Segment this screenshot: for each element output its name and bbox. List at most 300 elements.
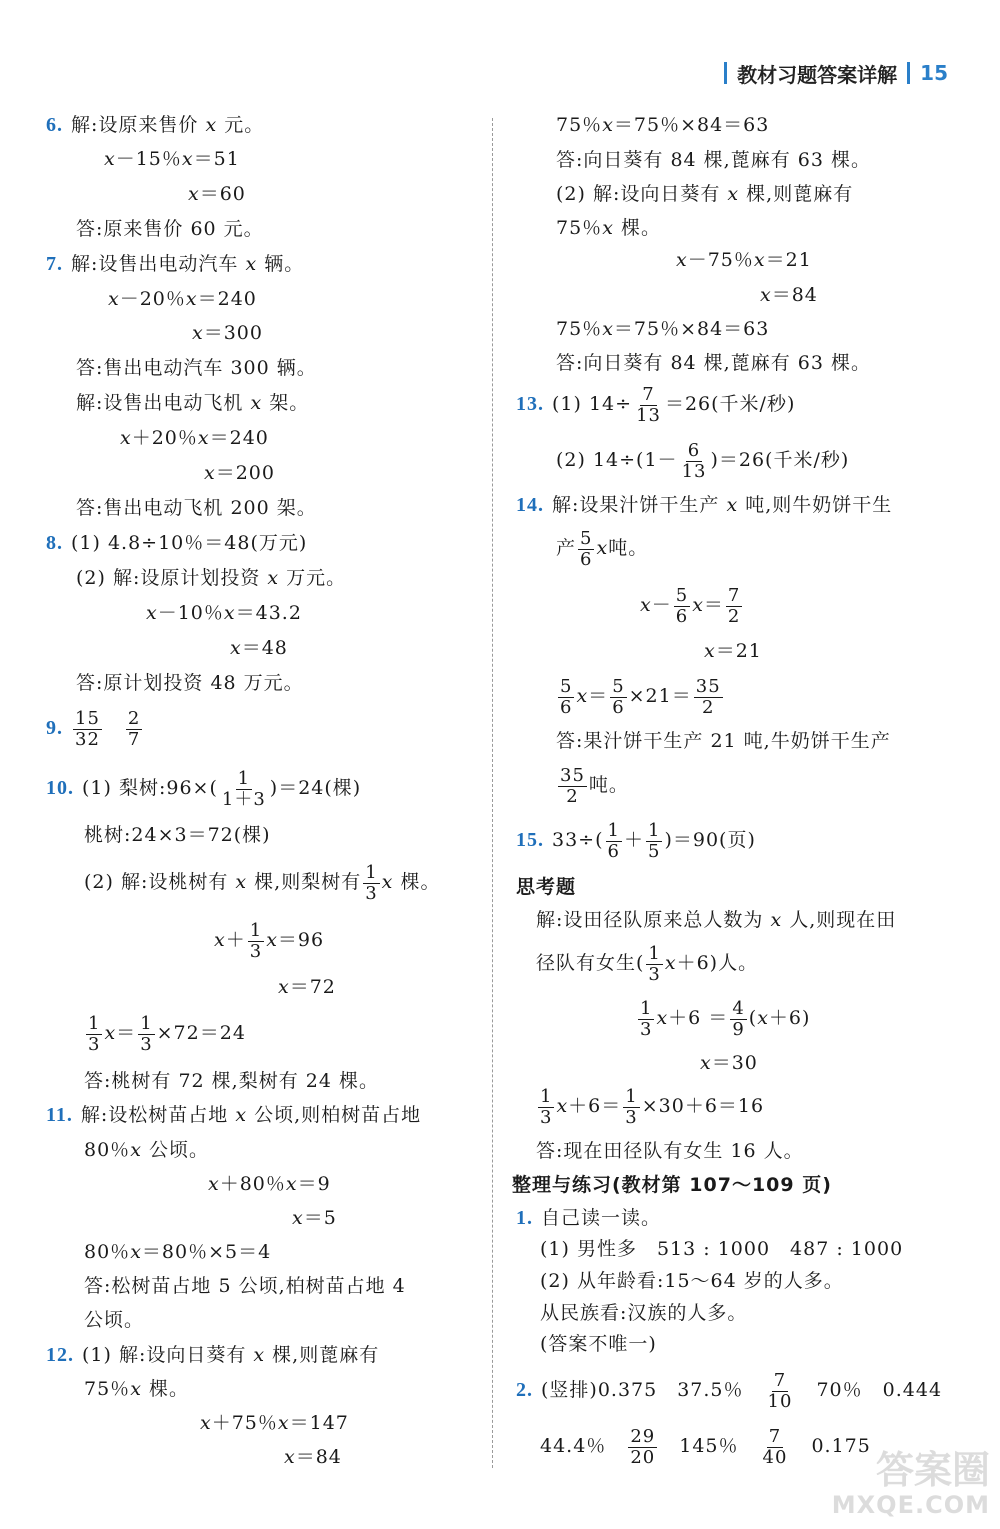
fraction — [86, 1014, 102, 1055]
text: ＝84 — [771, 284, 818, 306]
var-x: x — [726, 494, 739, 516]
numerator: 1 — [88, 1012, 101, 1034]
var-x: x — [250, 392, 263, 414]
var-x: x — [727, 183, 740, 205]
text: ＝200 — [215, 462, 275, 484]
text: )＝26(千米/秒) — [710, 449, 850, 471]
text: ＋6)人。 — [676, 952, 759, 974]
numerator: 1 — [625, 1085, 638, 1107]
var-x: x — [266, 929, 278, 951]
text: 元。 — [224, 114, 265, 136]
text: 80％ — [84, 1241, 131, 1263]
var-x: x — [108, 288, 120, 310]
denominator: 6 — [675, 605, 689, 627]
text: ＝240 — [197, 288, 257, 310]
fraction — [628, 1427, 657, 1468]
text: (1) 4.8÷10％＝48(万元) — [71, 532, 308, 554]
numerator: 1 — [365, 861, 378, 883]
text: 0.175 — [811, 1435, 871, 1457]
q15-line — [516, 820, 756, 862]
fraction — [73, 709, 102, 750]
review-q1-number: 1. — [516, 1207, 533, 1229]
q10-eq2 — [278, 974, 336, 1000]
numerator: 15 — [75, 707, 100, 729]
q7-number: 7. — [46, 253, 63, 275]
q6-eq2 — [188, 181, 246, 207]
q6-eq1 — [104, 146, 240, 172]
text: 吨,则牛奶饼干生 — [745, 494, 893, 516]
q12-eq1 — [200, 1410, 349, 1436]
text: 33÷( — [552, 829, 604, 851]
text: ＝80％×5＝4 — [141, 1241, 272, 1263]
q14-answer2 — [556, 765, 629, 807]
numerator: 1 — [647, 819, 661, 841]
text: (1) 梨树:96×( — [82, 777, 218, 799]
q12-line1 — [46, 1342, 379, 1368]
q12-part2 — [556, 181, 853, 207]
numerator: 1 — [249, 919, 263, 941]
var-x: x — [704, 640, 716, 662]
text: 70％ 0.444 — [816, 1379, 943, 1401]
text: ＝48 — [241, 637, 288, 659]
var-x: x — [197, 427, 210, 449]
q13-line2 — [556, 440, 849, 482]
text: ＋ — [623, 829, 644, 851]
text: －20％ — [119, 288, 186, 310]
text: 解:设售出电动汽车 — [71, 253, 239, 275]
text: ＝5 — [303, 1207, 337, 1229]
review-q1-a: (1) 男性多 513 : 1000 487 : 1000 — [540, 1238, 904, 1260]
q10-eq1: x＋ $\frac{1}{3}$ x＝96 — [214, 919, 325, 962]
numerator: 1 — [640, 997, 653, 1019]
q12-eq6 — [556, 316, 769, 342]
var-x: x — [277, 1412, 290, 1434]
fraction — [730, 999, 746, 1040]
q14-eq3 — [556, 676, 725, 718]
denominator: 2 — [701, 696, 715, 718]
q11-eq1 — [208, 1171, 331, 1197]
text: ＝ — [703, 594, 724, 616]
q7-line — [46, 251, 304, 277]
q8-line1 — [46, 530, 307, 556]
text: 75％ — [84, 1378, 131, 1400]
text: 解:设果汁饼干生产 — [552, 494, 720, 516]
text: ＝ — [588, 685, 609, 707]
text: ＋20％ — [131, 427, 198, 449]
text: ＝30 — [711, 1052, 758, 1074]
fraction — [646, 821, 662, 862]
q11-eq2 — [292, 1205, 337, 1231]
text: ＋80％ — [219, 1173, 286, 1195]
q8-answer: 答:原计划投资 48 万元。 — [76, 672, 304, 694]
text: 吨。 — [588, 774, 629, 796]
fraction — [248, 921, 264, 962]
q11-line2 — [84, 1137, 209, 1163]
numerator: 6 — [687, 439, 701, 461]
text: ＋6＝ — [568, 1095, 622, 1117]
var-x: x — [208, 1173, 220, 1195]
numerator: 1 — [140, 1012, 153, 1034]
denominator: 13 — [636, 404, 661, 426]
var-x: x — [664, 952, 677, 974]
page-number: 15 — [920, 61, 948, 85]
denominator: 6 — [607, 840, 620, 862]
denominator: 3 — [625, 1106, 638, 1128]
var-x: x — [230, 637, 242, 659]
watermark-logo — [820, 1449, 990, 1523]
text: ×30＋6＝16 — [641, 1095, 765, 1117]
text: 棵。 — [148, 1378, 189, 1400]
header-bar-left — [724, 62, 727, 84]
var-x: x — [770, 909, 783, 931]
fraction — [766, 1371, 795, 1412]
denominator: 3 — [540, 1106, 553, 1128]
var-x: x — [130, 1139, 142, 1161]
q8-eq1 — [146, 600, 302, 626]
numerator: 29 — [630, 1425, 656, 1447]
fraction — [610, 677, 626, 718]
denominator: 6 — [612, 696, 625, 718]
text: 棵,则梨树有 — [254, 871, 362, 893]
q10-eq3 — [84, 1013, 246, 1055]
text: 75％ — [556, 217, 603, 239]
q13-number: 13. — [516, 393, 544, 415]
q15-number: 15. — [516, 829, 544, 851]
page-header — [724, 60, 948, 86]
q7-eq1 — [108, 286, 257, 312]
denominator: 3 — [648, 963, 661, 985]
review-q1 — [516, 1205, 661, 1231]
denominator: 3 — [88, 1033, 101, 1055]
numerator: 1 — [237, 767, 251, 789]
q14-eq1 — [640, 585, 744, 627]
var-x: x — [235, 871, 248, 893]
fraction — [558, 766, 587, 807]
var-x: x — [700, 1052, 712, 1074]
q8-number: 8. — [46, 532, 63, 554]
text: 公顷,则柏树苗占地 — [254, 1104, 422, 1126]
fraction — [674, 586, 690, 627]
fraction — [694, 677, 723, 718]
numerator: 5 — [560, 675, 573, 697]
text: ＝43.2 — [235, 602, 302, 624]
text: ＝26(千米/秒) — [664, 393, 796, 415]
numerator: 1 — [607, 819, 620, 841]
review-q2-line1 — [516, 1370, 942, 1412]
numerator: 1 — [540, 1085, 553, 1107]
numerator: 5 — [675, 584, 689, 606]
text: －10％ — [157, 602, 224, 624]
denominator: 13 — [681, 460, 707, 482]
q7-answer2: 答:售出电动飞机 200 架。 — [76, 497, 317, 519]
denominator: 2 — [727, 605, 741, 627]
text: 自己读一读。 — [541, 1207, 662, 1229]
q12-part2b — [556, 215, 661, 241]
fraction — [634, 385, 663, 426]
var-x: x — [223, 602, 236, 624]
numerator: 7 — [773, 1369, 787, 1391]
var-x: x — [130, 1241, 142, 1263]
var-x: x — [602, 217, 614, 239]
text: － — [651, 594, 672, 616]
text: (2) 解:设原计划投资 — [76, 567, 261, 589]
q8-line2 — [76, 565, 346, 591]
var-x: x — [278, 976, 290, 998]
text: ＝9 — [297, 1173, 331, 1195]
text: ＝75％×84＝63 — [613, 114, 770, 136]
watermark-url: MXQE.COM — [831, 1491, 990, 1519]
var-x: x — [267, 567, 280, 589]
q12-answer2: 答:向日葵有 84 棵,蓖麻有 63 棵。 — [556, 352, 871, 374]
fraction — [220, 769, 268, 810]
text: 棵。 — [620, 217, 661, 239]
q11-line1 — [46, 1102, 421, 1128]
var-x: x — [235, 1104, 248, 1126]
text: (竖排)0.375 37.5％ — [541, 1379, 744, 1401]
text: 解:设售出电动飞机 — [76, 392, 244, 414]
denominator: 3 — [140, 1033, 153, 1055]
text: 75％ — [556, 114, 603, 136]
var-x: x — [245, 253, 258, 275]
fraction — [578, 529, 594, 570]
var-x: x — [656, 1007, 669, 1029]
var-x: x — [181, 148, 194, 170]
var-x: x — [692, 594, 704, 616]
denominator: 2 — [566, 785, 579, 807]
section-title-think: 思考题 — [516, 876, 577, 898]
fraction — [606, 821, 622, 862]
fraction — [726, 586, 742, 627]
text: 架。 — [269, 392, 310, 414]
var-x: x — [676, 249, 688, 271]
text: ＝ — [116, 1022, 137, 1044]
text: 棵,则蓖麻有 — [746, 183, 854, 205]
q7-eq4 — [204, 460, 275, 486]
q12-number: 12. — [46, 1344, 74, 1366]
q10-answer: 答:桃树有 72 棵,梨树有 24 棵。 — [84, 1070, 379, 1092]
text: 75％ — [556, 318, 603, 340]
q9-line — [46, 708, 144, 750]
fraction — [680, 441, 709, 482]
q11-answer2: 公顷。 — [84, 1309, 145, 1331]
text: 产 — [556, 537, 577, 559]
var-x: x — [188, 183, 200, 205]
q10-line3 — [84, 862, 440, 904]
think-eq1 — [636, 998, 810, 1040]
text: 吨。 — [608, 537, 649, 559]
text: ＝51 — [193, 148, 240, 170]
fraction — [538, 1087, 554, 1128]
text: ＝21 — [715, 640, 762, 662]
text: ×72＝24 — [156, 1022, 246, 1044]
text: ＝84 — [295, 1446, 342, 1468]
var-x: x — [640, 594, 652, 616]
q14-line1 — [516, 492, 892, 518]
q12-line2 — [84, 1376, 189, 1402]
var-x: x — [576, 685, 589, 707]
q10-line2: 桃树:24×3＝72(棵) — [84, 824, 271, 846]
text: (1) 14÷ — [552, 393, 633, 415]
var-x: x — [104, 1022, 117, 1044]
denominator: 6 — [580, 548, 593, 570]
denominator: 32 — [75, 728, 100, 750]
q6-number: 6. — [46, 114, 63, 136]
q14-answer1: 答:果汁饼干生产 21 吨,牛奶饼干生产 — [556, 730, 891, 752]
var-x: x — [596, 537, 609, 559]
numerator: 5 — [612, 675, 625, 697]
text: ＝96 — [277, 929, 325, 951]
q7-line2 — [76, 390, 309, 416]
header-title: 教材习题答案详解 — [737, 62, 898, 87]
text: ＝240 — [209, 427, 269, 449]
var-x: x — [602, 318, 614, 340]
fraction — [126, 709, 142, 750]
q12-eq5 — [760, 282, 818, 308]
q7-eq2 — [192, 320, 263, 346]
fraction — [646, 944, 662, 985]
text: (2) 14÷(1－ — [556, 449, 678, 471]
column-divider — [492, 118, 493, 1468]
fraction — [138, 1014, 154, 1055]
think-line2 — [536, 943, 758, 985]
text: ＋75％ — [211, 1412, 278, 1434]
think-eq3 — [536, 1086, 764, 1128]
text: ＋6) — [768, 1007, 811, 1029]
q6-line — [46, 112, 264, 138]
text: ( — [748, 1007, 758, 1029]
think-answer: 答:现在田径队有女生 16 人。 — [536, 1140, 804, 1162]
denominator: 1＋3 — [221, 788, 266, 810]
text: (2) 解:设桃树有 — [84, 871, 229, 893]
var-x: x — [556, 1095, 569, 1117]
text: ＝147 — [289, 1412, 349, 1434]
text: 棵。 — [400, 871, 441, 893]
text: －15％ — [115, 148, 182, 170]
text: 棵,则蓖麻有 — [272, 1344, 380, 1366]
text: ＝75％×84＝63 — [613, 318, 770, 340]
denominator: 6 — [560, 696, 573, 718]
text: 人,则现在田 — [789, 909, 897, 931]
var-x: x — [205, 114, 218, 136]
text: 解:设原来售价 — [71, 114, 199, 136]
q10-number: 10. — [46, 777, 74, 799]
q12-eq2 — [284, 1444, 342, 1470]
numerator: 7 — [642, 383, 655, 405]
numerator: 4 — [732, 997, 745, 1019]
var-x: x — [753, 249, 766, 271]
q10-line1 — [46, 768, 361, 810]
review-q2-number: 2. — [516, 1379, 533, 1401]
var-x: x — [200, 1412, 212, 1434]
numerator: 35 — [695, 675, 721, 697]
denominator: 7 — [127, 728, 141, 750]
q14-number: 14. — [516, 494, 544, 516]
numerator: 5 — [580, 527, 593, 549]
q14-line2 — [556, 528, 648, 570]
var-x: x — [104, 148, 116, 170]
text: ×21＝ — [628, 685, 692, 707]
q8-eq2 — [230, 635, 288, 661]
denominator: 3 — [365, 882, 378, 904]
var-x: x — [285, 1173, 298, 1195]
text: (1) 解:设向日葵有 — [82, 1344, 247, 1366]
review-q1-c: 从民族看:汉族的人多。 — [540, 1302, 748, 1324]
review-q1-b: (2) 从年龄看:15～64 岁的人多。 — [540, 1270, 844, 1292]
text: ＋6 ＝ — [668, 1007, 729, 1029]
fraction — [363, 863, 379, 904]
q9-number: 9. — [46, 717, 63, 739]
fraction — [558, 677, 574, 718]
think-line1 — [536, 907, 896, 933]
text: ＝72 — [289, 976, 336, 998]
text: 径队有女生( — [536, 952, 645, 974]
denominator: 3 — [640, 1018, 653, 1040]
var-x: x — [284, 1446, 296, 1468]
text: －75％ — [687, 249, 754, 271]
text: 公顷。 — [148, 1139, 209, 1161]
var-x: x — [204, 462, 216, 484]
fraction — [623, 1087, 639, 1128]
numerator: 7 — [768, 1425, 782, 1447]
var-x: x — [292, 1207, 304, 1229]
numerator: 2 — [127, 707, 141, 729]
q11-number: 11. — [46, 1104, 73, 1126]
q12-answer1: 答:向日葵有 84 棵,蓖麻有 63 棵。 — [556, 149, 871, 171]
text: 万元。 — [286, 567, 347, 589]
var-x: x — [130, 1378, 142, 1400]
q7-answer1: 答:售出电动汽车 300 辆。 — [76, 357, 317, 379]
var-x: x — [185, 288, 198, 310]
denominator: 5 — [647, 840, 661, 862]
numerator: 7 — [727, 584, 741, 606]
q12-eq3 — [556, 112, 769, 138]
var-x: x — [192, 322, 204, 344]
numerator: 1 — [648, 942, 661, 964]
q6-answer: 答:原来售价 60 元。 — [76, 218, 264, 240]
think-eq2 — [700, 1050, 758, 1076]
numerator: 35 — [560, 764, 585, 786]
text: 145％ — [679, 1435, 739, 1457]
text: 80％ — [84, 1139, 131, 1161]
watermark-text: 答案圈 — [875, 1448, 990, 1492]
q11-answer1: 答:松树苗占地 5 公顷,柏树苗占地 4 — [84, 1275, 406, 1297]
text: )＝24(棵) — [269, 777, 362, 799]
var-x: x — [381, 871, 394, 893]
text: (2) 解:设向日葵有 — [556, 183, 721, 205]
q12-eq4 — [676, 247, 812, 273]
var-x: x — [146, 602, 158, 624]
text: 解:设松树苗占地 — [80, 1104, 229, 1126]
denominator: 20 — [630, 1446, 656, 1468]
var-x: x — [602, 114, 614, 136]
fraction — [638, 999, 654, 1040]
denominator: 3 — [249, 940, 263, 962]
var-x: x — [214, 929, 226, 951]
text: 辆。 — [264, 253, 305, 275]
fraction — [761, 1427, 790, 1468]
text: 解:设田径队原来总人数为 — [536, 909, 764, 931]
var-x: x — [757, 1007, 769, 1029]
var-x: x — [253, 1344, 266, 1366]
denominator: 10 — [767, 1390, 793, 1412]
header-bar-right — [907, 62, 910, 84]
q13-line1 — [516, 384, 795, 426]
q11-eq3 — [84, 1239, 271, 1265]
section-title-review: 整理与练习(教材第 107～109 页) — [512, 1174, 832, 1196]
text: 44.4％ — [540, 1435, 607, 1457]
text: ＝300 — [203, 322, 263, 344]
review-q1-d: (答案不唯一) — [540, 1333, 657, 1355]
